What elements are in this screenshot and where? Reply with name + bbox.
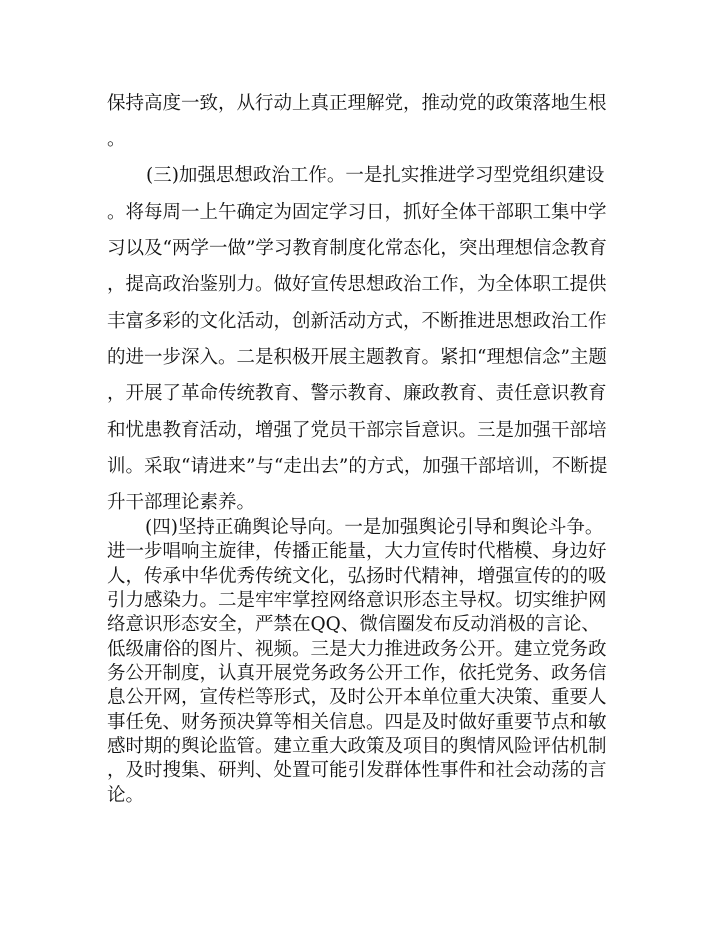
text-line: 保持高度一致，从行动上真正理解党，推动党的政策落地生根 [107, 93, 607, 114]
text-line: ，及时搜集、研判、处置可能引发群体性事件和社会动荡的言 [107, 760, 607, 781]
text-line: (三)加强思想政治工作。一是扎实推进学习型党组织建设 [146, 165, 605, 186]
text-line: 务公开制度，认真开展党务政务公开工作，依托党务、政务信 [107, 663, 607, 684]
text-line: 升干部理论素养。 [107, 492, 256, 513]
text-line: 论。 [107, 785, 145, 806]
text-line: 的进一步深入。二是积极开展主题教育。紧扣“理想信念”主题 [107, 347, 607, 368]
text-line: 和忧患教育活动，增强了党员干部宗旨意识。三是加强干部培 [107, 420, 607, 441]
text-line: 进一步唱响主旋律，传播正能量，大力宣传时代楷模、身边好 [107, 541, 607, 562]
text-line: (四)坚持正确舆论导向。一是加强舆论引导和舆论斗争。 [145, 517, 604, 538]
text-line: 丰富多彩的文化活动，创新活动方式，不断推进思想政治工作 [107, 311, 607, 332]
text-line: ，开展了革命传统教育、警示教育、廉政教育、责任意识教育 [107, 383, 607, 404]
text-line: 习以及“两学一做”学习教育制度化常态化，突出理想信念教育 [107, 238, 607, 259]
text-line: 感时期的舆论监管。建立重大政策及项目的舆情风险评估机制 [107, 736, 607, 757]
text-line: 。 [107, 129, 126, 150]
text-line: 络意识形态安全，严禁在QQ、微信圈发布反动消极的言论、 [107, 614, 600, 635]
text-line: 训。采取“请进来”与“走出去”的方式，加强干部培训，不断提 [107, 456, 608, 477]
text-line: 。将每周一上午确定为固定学习日，抓好全体干部职工集中学 [107, 202, 607, 223]
text-line: ，提高政治鉴别力。做好宣传思想政治工作，为全体职工提供 [107, 274, 607, 295]
text-line: 低级庸俗的图片、视频。三是大力推进政务公开。建立党务政 [107, 639, 607, 660]
text-line: 事任免、财务预决算等相关信息。四是及时做好重要节点和敏 [107, 712, 607, 733]
text-line: 息公开网，宣传栏等形式，及时公开本单位重大决策、重要人 [107, 687, 607, 708]
text-line: 引力感染力。二是牢牢掌控网络意识形态主导权。切实维护网 [107, 590, 607, 611]
text-line: 人，传承中华优秀传统文化，弘扬时代精神，增强宣传的的吸 [107, 566, 607, 587]
